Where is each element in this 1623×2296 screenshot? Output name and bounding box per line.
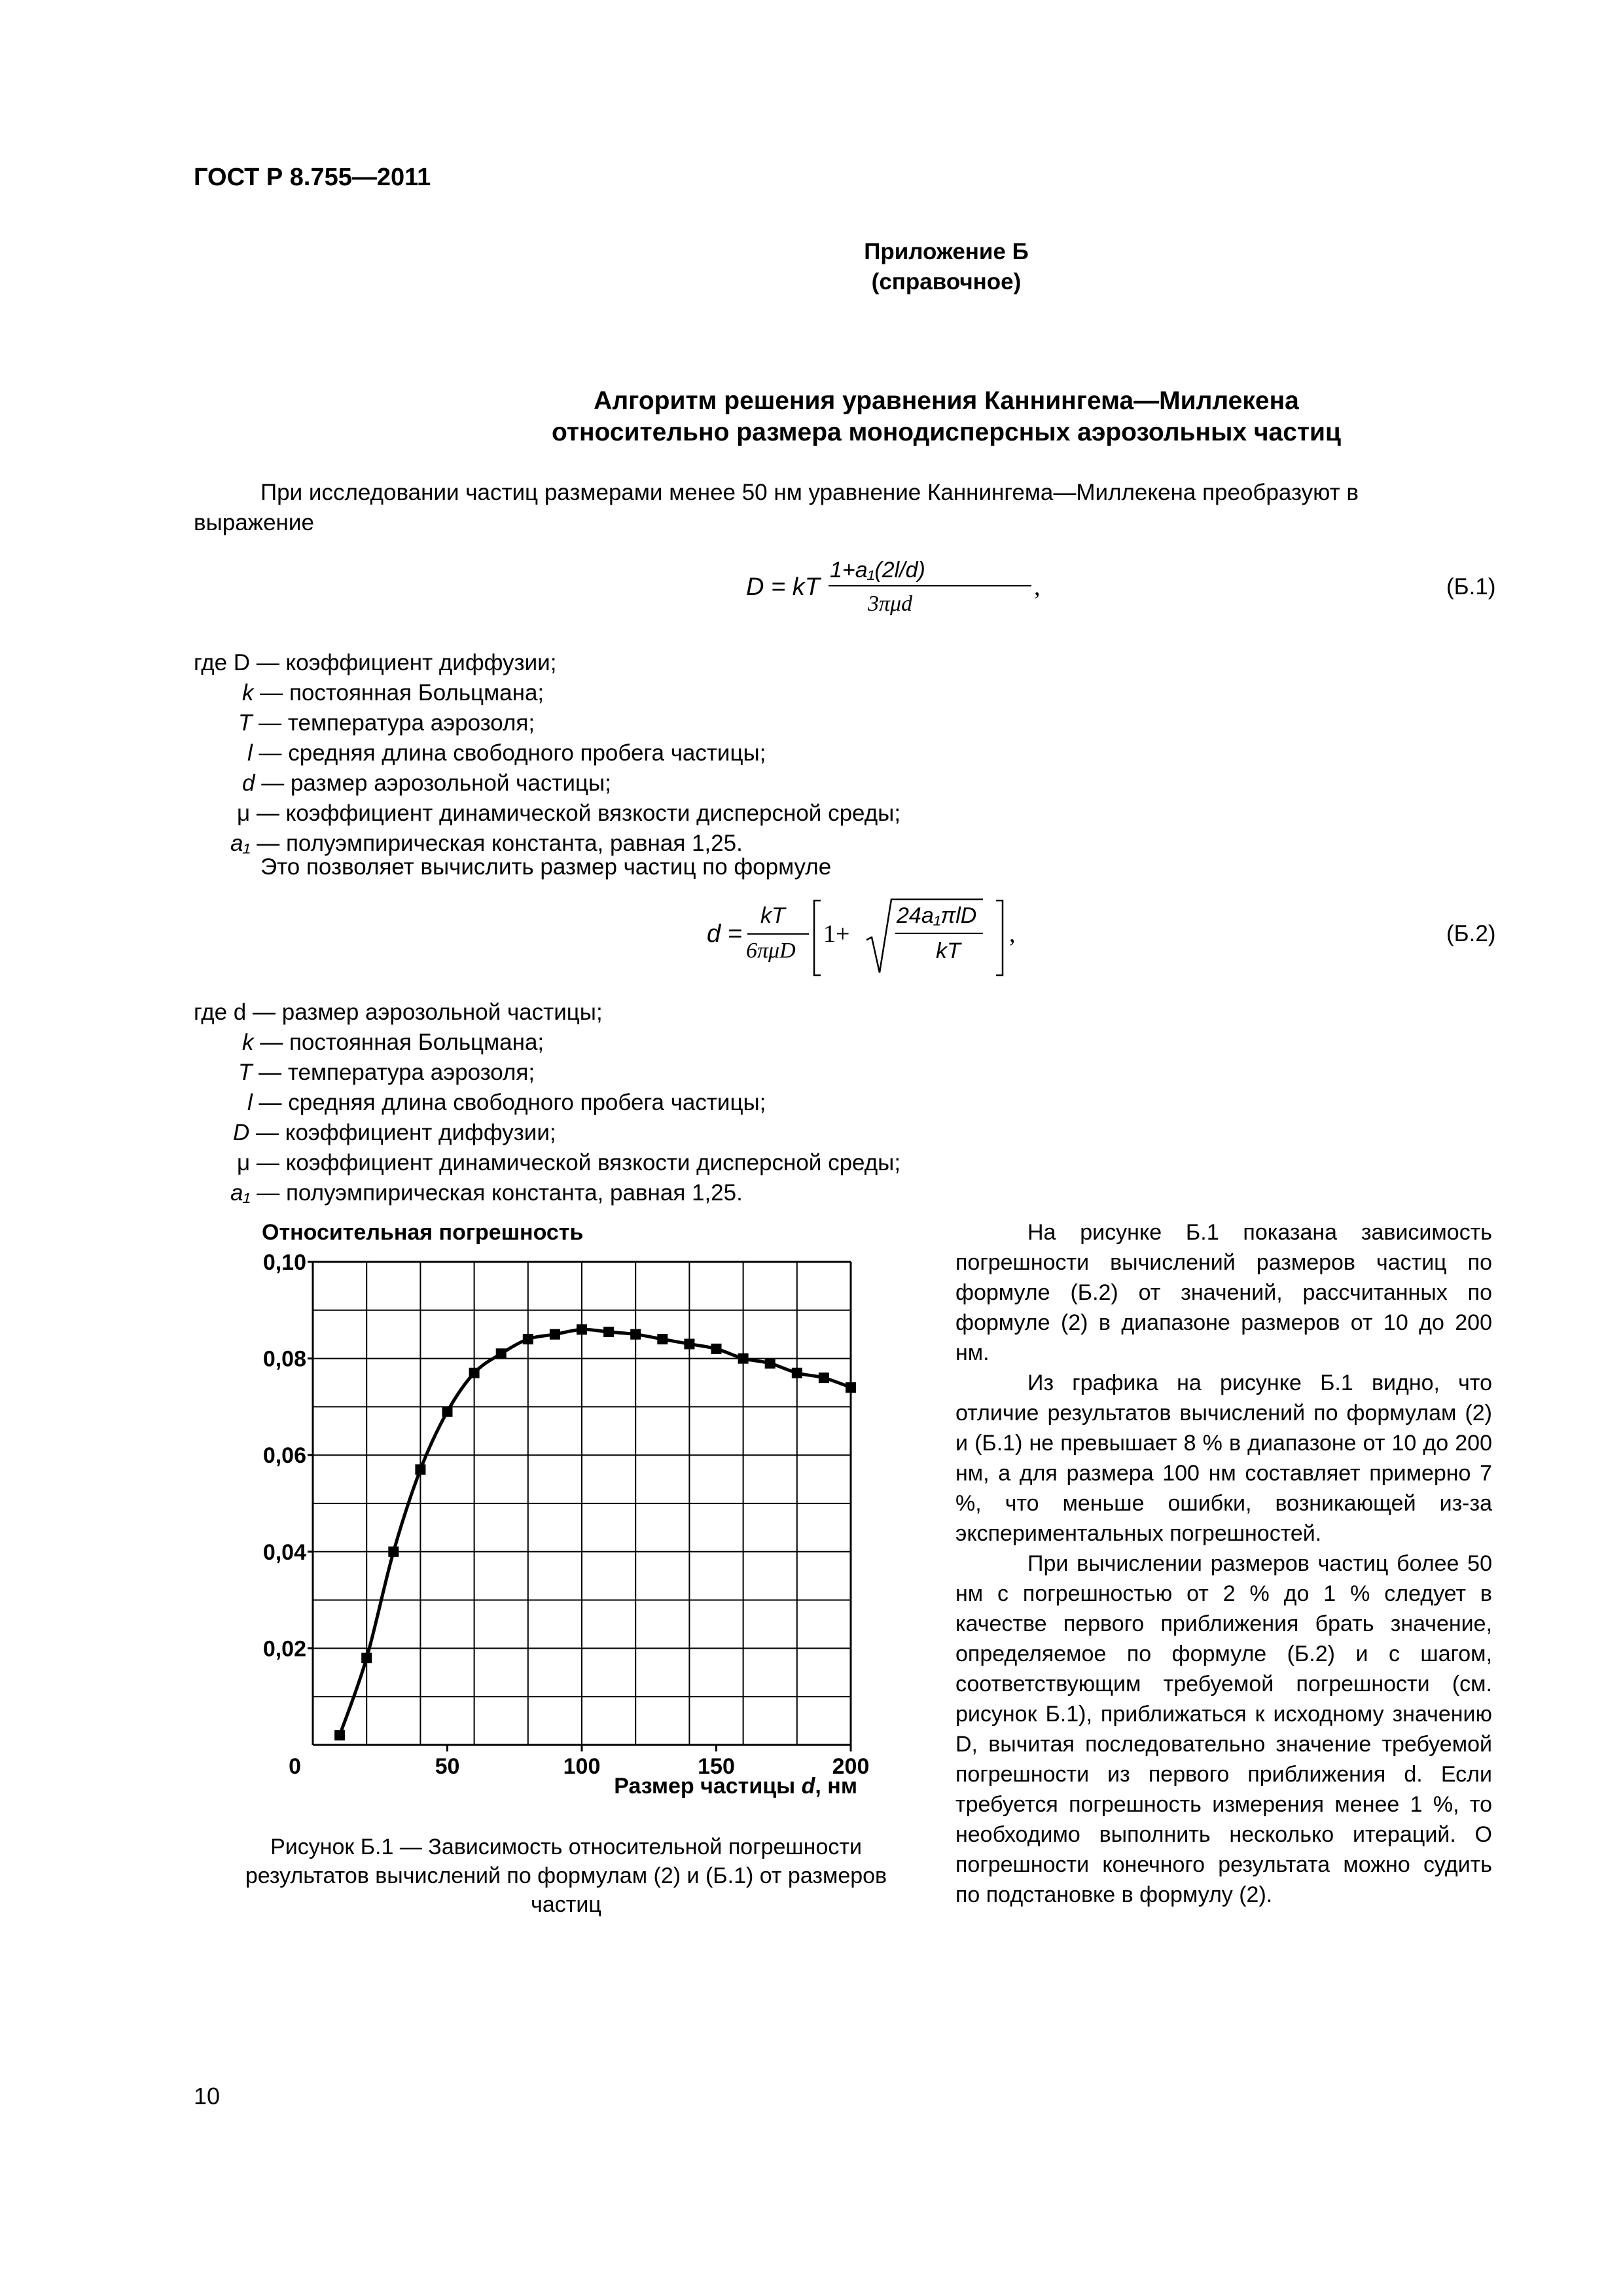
var-description: — средняя длина свободного пробега частицы; bbox=[259, 1090, 766, 1115]
var-row bbox=[247, 1088, 766, 1118]
x-tick-label: 100 bbox=[563, 1754, 601, 1779]
var-description: — коэффициент диффузии; bbox=[256, 1120, 556, 1145]
var-row bbox=[238, 708, 535, 738]
data-point-marker bbox=[630, 1329, 641, 1340]
eq1-numerator: 1+a₁(2l/d) bbox=[830, 558, 925, 583]
data-point-marker bbox=[523, 1334, 533, 1344]
data-point-marker bbox=[765, 1358, 776, 1369]
eq1-lhs: D = kT bbox=[746, 573, 820, 601]
var-description: — полуэмпирическая константа, равная 1,25. bbox=[257, 1180, 743, 1206]
eq1-comma: , bbox=[1034, 573, 1041, 601]
x-tick-label: 50 bbox=[435, 1754, 460, 1779]
transition-sentence: Это позволяет вычислить размер частиц по формуле bbox=[260, 854, 832, 880]
paragraph: Из графика на рисунке Б.1 видно, что отличие результатов вычислений по формулам (2) и (Б.1) не превышает 8 % в диапазоне от 10 до 200 нм, а для размера 100 нм составляет примерно 7 %, что меньше ошибки, возникающей из-за экспериментальных погрешностей. bbox=[955, 1371, 1492, 1546]
var-symbol: a₁ bbox=[230, 831, 251, 856]
var-symbol: l bbox=[247, 740, 253, 766]
data-point-marker bbox=[603, 1327, 614, 1337]
chart-series bbox=[334, 1324, 856, 1740]
eq2-root-denominator: kT bbox=[936, 939, 961, 963]
var-description: — полуэмпирическая константа, равная 1,25. bbox=[257, 831, 743, 856]
var-symbol: где d bbox=[194, 999, 247, 1025]
var-description: — постоянная Больцмана; bbox=[260, 1030, 544, 1055]
var-description: — температура аэрозоля; bbox=[259, 710, 535, 736]
equation-b1 bbox=[746, 555, 1041, 627]
intro-line-2: выражение bbox=[194, 510, 314, 535]
var-row bbox=[230, 1178, 743, 1208]
var-description: — температура аэрозоля; bbox=[259, 1060, 535, 1085]
var-row bbox=[237, 798, 901, 829]
var-symbol: k bbox=[242, 1030, 254, 1055]
var-description: — размер аэрозольной частицы; bbox=[253, 999, 603, 1025]
equation-b1-label: (Б.1) bbox=[1446, 574, 1496, 600]
data-point-marker bbox=[469, 1368, 480, 1378]
data-point-marker bbox=[361, 1653, 372, 1663]
y-tick-label: 0,04 bbox=[262, 1539, 306, 1565]
var-row bbox=[194, 997, 603, 1028]
eq2-frac-numerator: kT bbox=[760, 903, 785, 928]
data-point-marker bbox=[792, 1368, 802, 1378]
x-axis-label: Размер частицы d, нм bbox=[614, 1774, 857, 1799]
data-point-marker bbox=[711, 1344, 722, 1354]
data-point-marker bbox=[684, 1338, 694, 1349]
section-title-line-1: Алгоритм решения уравнения Каннингема—Миллекена bbox=[594, 387, 1299, 415]
data-point-marker bbox=[550, 1329, 560, 1340]
y-axis-label: Относительная погрешность bbox=[262, 1220, 584, 1245]
equation-b2-label: (Б.2) bbox=[1446, 921, 1496, 946]
eq1-fraction-bar bbox=[829, 585, 1031, 586]
right-column-text bbox=[955, 1217, 1492, 1910]
appendix-type: (справочное) bbox=[871, 269, 1022, 295]
var-symbol: k bbox=[242, 680, 254, 706]
data-point-marker bbox=[496, 1348, 507, 1359]
eq2-comma: , bbox=[1009, 920, 1016, 948]
page-number: 10 bbox=[194, 2083, 221, 2109]
y-tick-label: 0,06 bbox=[262, 1443, 306, 1469]
x-tick-label: 0 bbox=[289, 1754, 301, 1779]
caption-line: частиц bbox=[531, 1892, 601, 1917]
y-tick-label: 0,08 bbox=[262, 1346, 306, 1372]
var-symbol: где D bbox=[194, 650, 251, 675]
data-point-marker bbox=[334, 1730, 345, 1740]
var-description: — средняя длина свободного пробега частицы; bbox=[259, 740, 766, 766]
caption-line: Рисунок Б.1 — Зависимость относительной погрешности bbox=[270, 1835, 862, 1859]
data-point-marker bbox=[738, 1354, 749, 1364]
var-symbol: T bbox=[238, 1060, 253, 1085]
var-symbol: T bbox=[238, 710, 253, 736]
data-point-marker bbox=[415, 1464, 425, 1475]
appendix-title: Приложение Б bbox=[864, 239, 1029, 264]
var-description: — коэффициент динамической вязкости дисперсной среды; bbox=[256, 1150, 901, 1175]
y-tick-label: 0,10 bbox=[262, 1250, 306, 1275]
x-tick-label: 200 bbox=[832, 1754, 870, 1779]
paragraph: При вычислении размеров частиц более 50 нм с погрешностью от 2 % до 1 % следует в качестве первого приближения брать значение, определяемое по формуле (Б.2) и с шагом, соответствующим требуемой погрешности (см. рисунок Б.1), приближаться к исходному значению D, вычитая последовательно значение требуемой погрешности из первого приближения d. Если требуется погрешность измерения менее 1 %, то необходимо выполнить несколько итераций. О погрешности конечного результата можно судить по подстановке в формулу (2). bbox=[955, 1551, 1492, 1907]
var-row bbox=[242, 1028, 544, 1058]
var-description: — постоянная Больцмана; bbox=[260, 680, 544, 706]
var-symbol: a₁ bbox=[230, 1180, 251, 1206]
data-point-marker bbox=[577, 1324, 587, 1335]
document-code: ГОСТ Р 8.755—2011 bbox=[194, 164, 431, 191]
error-chart bbox=[190, 1211, 942, 1833]
figure-caption bbox=[190, 1833, 942, 1919]
data-point-marker bbox=[657, 1334, 668, 1344]
eq2-frac-denominator: 6πμD bbox=[746, 939, 796, 963]
var-symbol: μ bbox=[237, 1150, 251, 1175]
intro-line-1: При исследовании частиц размерами менее 50 нм уравнение Каннингема—Миллекена преобразуют в bbox=[260, 480, 1359, 505]
var-row bbox=[233, 1118, 556, 1148]
var-symbol: D bbox=[233, 1120, 250, 1145]
paragraph: На рисунке Б.1 показана зависимость погрешности вычислений размеров частиц по формуле (Б.2) от значений, рассчитанных по формуле (2) в диапазоне размеров от 10 до 200 нм. bbox=[955, 1220, 1492, 1365]
caption-line: результатов вычислений по формулам (2) и (Б.1) от размеров bbox=[245, 1863, 887, 1888]
y-tick-label: 0,02 bbox=[262, 1636, 306, 1662]
equation-b2 bbox=[707, 897, 1016, 979]
eq2-fraction-bar bbox=[747, 933, 809, 935]
var-description: — коэффициент диффузии; bbox=[256, 650, 557, 675]
data-point-marker bbox=[388, 1547, 399, 1557]
var-description: — коэффициент динамической вязкости дисперсной среды; bbox=[256, 800, 901, 826]
var-symbol: l bbox=[247, 1090, 253, 1115]
var-row bbox=[238, 1058, 535, 1088]
data-point-marker bbox=[819, 1372, 829, 1383]
data-point-marker bbox=[442, 1407, 453, 1417]
variable-list-1 bbox=[194, 648, 1044, 864]
section-title-line-2: относительно размера монодисперсных аэрозольных частиц bbox=[552, 418, 1341, 446]
data-point-marker bbox=[846, 1382, 856, 1393]
var-row bbox=[194, 648, 556, 678]
variable-list-2 bbox=[194, 997, 1044, 1213]
eq2-one-plus: 1+ bbox=[823, 920, 850, 948]
var-symbol: d bbox=[242, 770, 255, 796]
var-description: — размер аэрозольной частицы; bbox=[261, 770, 611, 796]
x-tick-label: 150 bbox=[698, 1754, 735, 1779]
var-row bbox=[242, 768, 611, 798]
eq2-lhs: d = bbox=[707, 920, 742, 948]
eq1-denominator: 3πμd bbox=[868, 592, 913, 616]
eq2-root-numerator: 24a₁πlD bbox=[897, 903, 977, 928]
var-row bbox=[237, 1148, 901, 1178]
var-row bbox=[247, 738, 766, 768]
series-line bbox=[340, 1329, 851, 1735]
var-symbol: μ bbox=[237, 800, 251, 826]
var-row bbox=[242, 678, 544, 708]
